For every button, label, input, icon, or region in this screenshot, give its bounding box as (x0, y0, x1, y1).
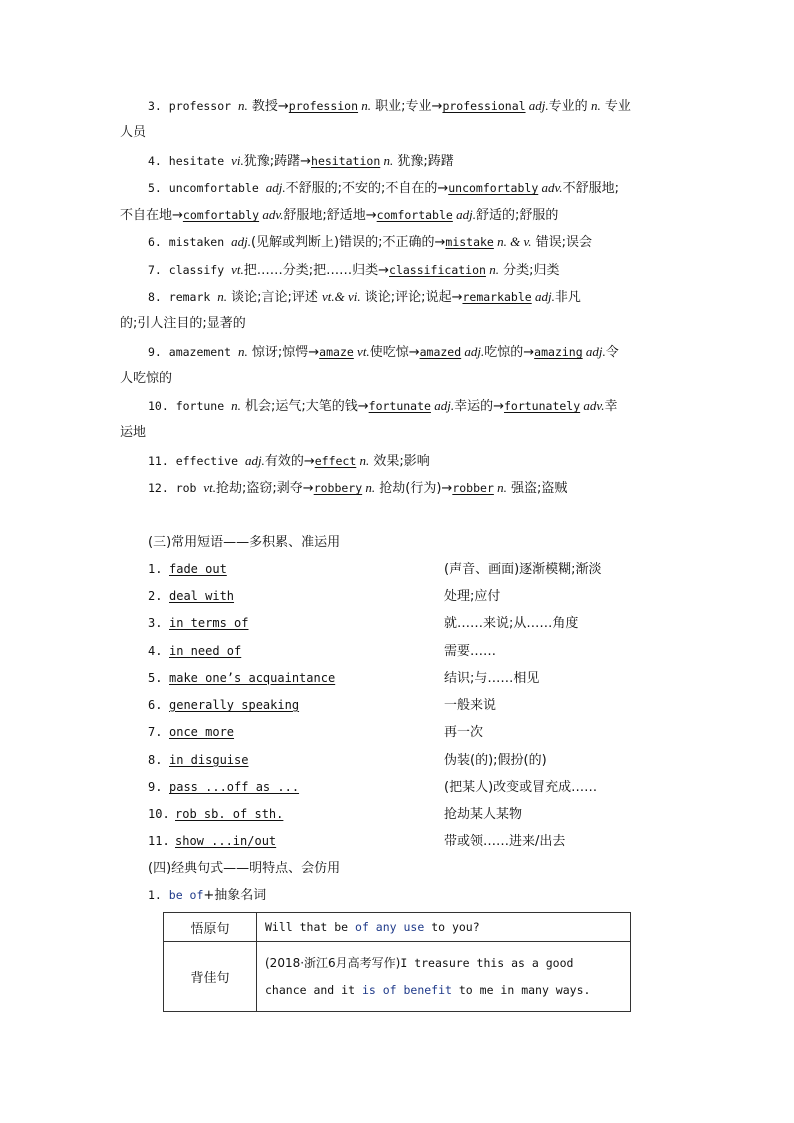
word-entry-5: 5. uncomfortable adj.不舒服的;不安的;不自在的→uncomfortably adv.不舒服地; (148, 180, 619, 196)
answer-word: classification (389, 263, 486, 277)
word-entry-11: 11. effective adj.有效的→effect n. 效果;影响 (148, 453, 430, 469)
word-entry-7: 7. classify vt.把……分类;把……归类→classification n. 分类;归类 (148, 262, 560, 278)
word-entry-12: 12. rob vt.抢劫;盗窃;剥夺→robbery n. 抢劫(行为)→robber n. 强盗;盗贼 (148, 480, 568, 496)
answer-word: mistake (445, 235, 494, 249)
answer-word: robbery (313, 481, 363, 495)
pattern-title: 1. be of+抽象名词 (148, 888, 267, 903)
original-sentence: Will that be of any use to you? (257, 913, 631, 942)
table-row (164, 913, 631, 942)
answer-word: comfortably (182, 208, 260, 222)
answer-word: fortunate (368, 399, 431, 413)
table-row (164, 942, 631, 1012)
word-entry-10-cont: 运地 (120, 425, 147, 440)
answer-word: uncomfortably (448, 181, 539, 195)
word-entry-3: 3. professor n. 教授→profession n. 职业;专业→professional adj.专业的 n. 专业 (148, 98, 631, 114)
word-entry-5-cont: 不自在地→comfortably adv.舒服地;舒适地→comfortable adj.舒适的;舒服的 (120, 207, 559, 223)
document-page: 3. professor n. 教授→profession n. 职业;专业→professional adj.专业的 n. 专业 人员 4. hesitate vi.犹豫;踌躇→hesitation n. 犹豫;踌躇 5. uncomfortable adj.不舒服的;不安的;不自在的→uncomfortably adv.不舒服地; 不自在地→comfortably adv.舒服地;舒适地→comfortable adj.舒适的;舒服的 6. mistaken adj.(见解或判断上)错误的;不正确的→mistake n. & v. 错误;误会 7. classify vt.把……分类;把……归类→classification n. 分类;归类 8. remark n. 谈论;言论;评述 vt.& vi. 谈论;评论;说起→remarkable adj.非凡 的;引人注目的;显著的 9. amazement n. 惊讶;惊愕→amaze vt.使吃惊→amazed adj.吃惊的→amazing adj.令 人吃惊的 10. fortune n. 机会;运气;大笔的钱→fortunate adj.幸运的→fortunately adv.幸 运地 11. effective adj.有效的→effect n. 效果;影响 12. rob vt.抢劫;盗窃;剥夺→robbery n. 抢劫(行为)→robber n. 强盗;盗贼 (三)常用短语——多积累、准运用 1. fade out (声音、画面)逐渐模糊;渐淡 2. deal with 处理;应付 3. in terms of 就……来说;从……角度 4. in need of 需要…… 5. make one’s acquaintance 结识;与……相见 6. generally speaking 一般来说 7. once more 再一次 8. in disguise 伪装(的);假扮(的) 9. pass ...off as ... (把某人)改变或冒充成…… 10. rob sb. of sth. 抢劫某人某物 11. show ...in/out 带或领……进来/出去 (四)经典句式——明特点、会仿用 1. be of+抽象名词 悟原句 Will that be of any use to you? 背佳句 (2018·浙江6月高考写作)I treasure this as a good chance and it is of benefit to me in many ways. (0, 0, 794, 1123)
answer-word: robber (452, 481, 494, 495)
word-entry-8: 8. remark n. 谈论;言论;评述 vt.& vi. 谈论;评论;说起→remarkable adj.非凡 (148, 289, 581, 305)
answer-word: remarkable (462, 290, 532, 304)
answer-word: amazing (534, 345, 583, 359)
answer-word: amazed (419, 345, 462, 359)
word-entry-8-cont: 的;引人注目的;显著的 (120, 316, 246, 331)
sentences-heading: (四)经典句式——明特点、会仿用 (148, 861, 341, 876)
word-entry-9: 9. amazement n. 惊讶;惊愕→amaze vt.使吃惊→amazed adj.吃惊的→amazing adj.令 (148, 344, 619, 360)
phrases-heading: (三)常用短语——多积累、准运用 (148, 535, 341, 550)
word-entry-6: 6. mistaken adj.(见解或判断上)错误的;不正确的→mistake n. & v. 错误;误会 (148, 234, 593, 250)
word-entry-10: 10. fortune n. 机会;运气;大笔的钱→fortunate adj.幸运的→fortunately adv.幸 (148, 398, 618, 414)
answer-word: professional (442, 99, 526, 113)
row-label: 悟原句 (164, 913, 257, 942)
answer-word: amaze (319, 345, 354, 359)
word-entry-9-cont: 人吃惊的 (120, 371, 173, 386)
model-sentence: (2018·浙江6月高考写作)I treasure this as a good chance and it is of benefit to me in many ways. (257, 942, 631, 1012)
answer-word: hesitation (311, 154, 381, 168)
example-table (163, 912, 631, 1012)
word-entry-3-cont: 人员 (120, 125, 147, 140)
answer-word: fortunately (503, 399, 581, 413)
word-entry-4: 4. hesitate vi.犹豫;踌躇→hesitation n. 犹豫;踌躇 (148, 153, 454, 169)
answer-word: profession (288, 99, 359, 113)
row-label: 背佳句 (164, 942, 257, 1012)
answer-word: comfortable (376, 208, 453, 222)
answer-word: effect (314, 454, 357, 468)
